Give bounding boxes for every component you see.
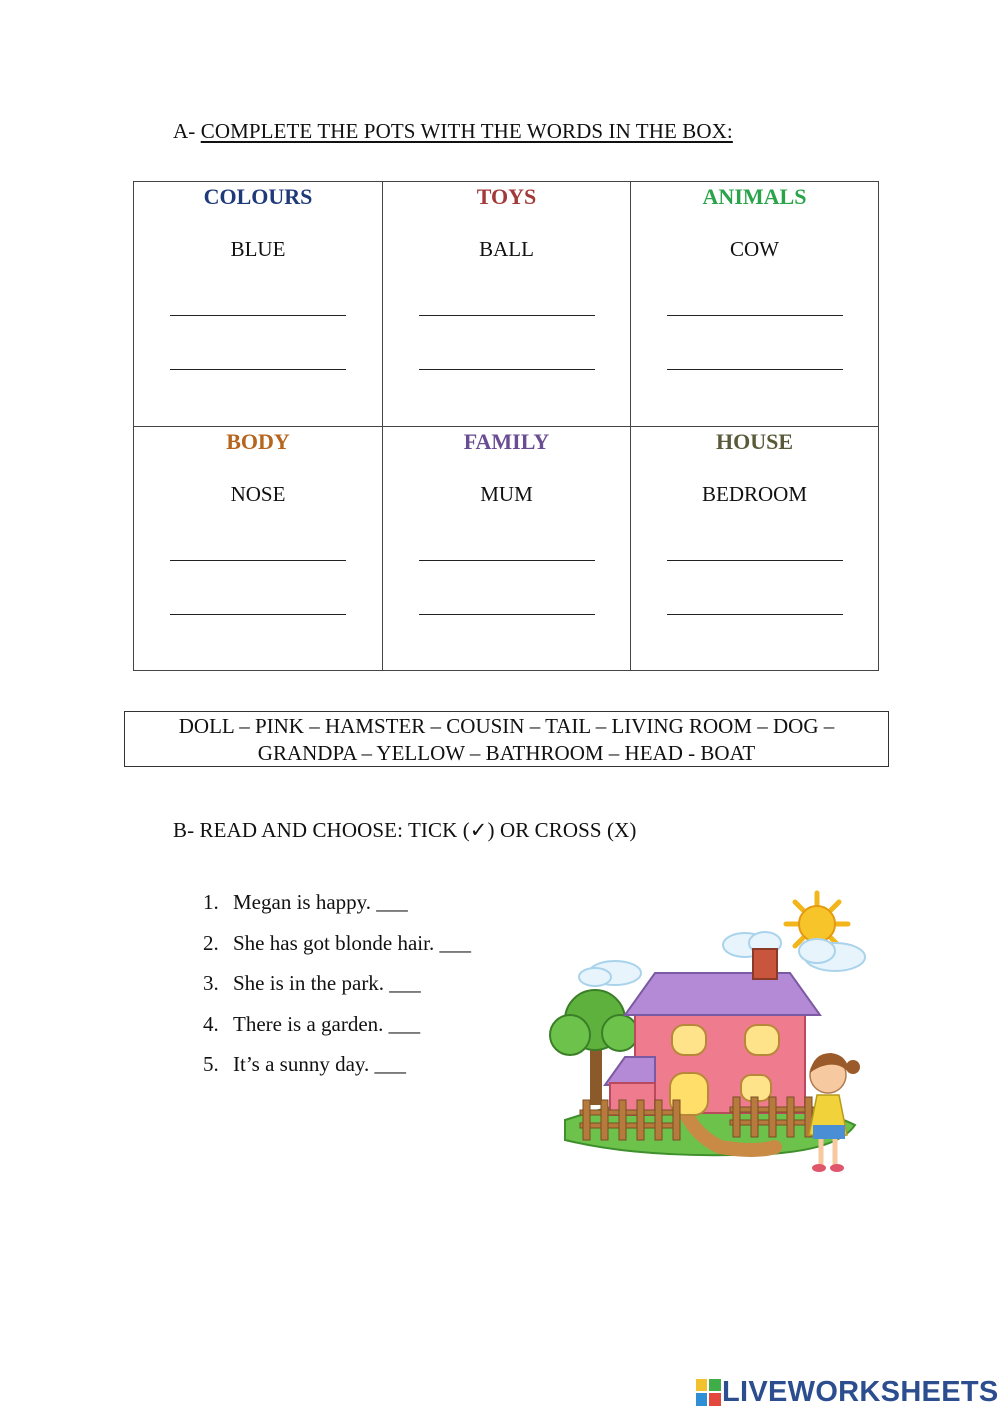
section-a-title (173, 119, 733, 144)
category-title: BODY (226, 429, 290, 454)
category-title: TOYS (476, 184, 537, 209)
question-text: She is in the park. ___ (233, 971, 421, 996)
category-example: BLUE (230, 237, 286, 261)
question-text: It’s a sunny day. ___ (233, 1052, 407, 1077)
category-title: COLOURS (203, 184, 313, 209)
liveworksheets-logo (696, 1376, 999, 1409)
lws-badge-icon (696, 1379, 722, 1407)
girl-figure (809, 1053, 860, 1172)
answer-blank[interactable] (419, 369, 595, 370)
answer-blank[interactable] (419, 614, 595, 615)
category-cell-family (383, 427, 631, 670)
category-example: NOSE (230, 482, 286, 506)
section-b-title: B- READ AND CHOOSE: TICK (✓) OR CROSS (X) (173, 818, 637, 842)
category-cell-animals (631, 182, 878, 427)
category-cell-toys (383, 182, 631, 427)
answer-blank[interactable] (170, 614, 346, 615)
question-item: 4. There is a garden. ___ (203, 1012, 471, 1053)
answer-blank[interactable] (667, 369, 843, 370)
section-a-prefix: A- (173, 119, 201, 143)
category-title: HOUSE (715, 429, 794, 454)
answer-blank[interactable] (667, 560, 843, 561)
answer-blank[interactable] (667, 315, 843, 316)
category-cell-colours (134, 182, 383, 427)
category-title: ANIMALS (702, 184, 807, 209)
category-example: COW (730, 237, 779, 261)
word-box-line-2: GRANDPA – YELLOW – BATHROOM – HEAD - BOAT (257, 741, 756, 765)
answer-blank[interactable] (170, 315, 346, 316)
category-cell-house (631, 427, 878, 670)
answer-blank[interactable] (419, 560, 595, 561)
house-girl-illustration (535, 885, 875, 1185)
answer-blank[interactable] (170, 560, 346, 561)
category-example: MUM (480, 482, 533, 506)
question-item: 1. Megan is happy. ___ (203, 890, 471, 931)
answer-blank[interactable] (170, 369, 346, 370)
word-box-line-1: DOLL – PINK – HAMSTER – COUSIN – TAIL – LIVING ROOM – DOG – (178, 714, 835, 738)
question-item: 2. She has got blonde hair. ___ (203, 931, 471, 972)
question-list (203, 890, 471, 1093)
footer-brand: LIVEWORKSHEETS (722, 1376, 999, 1408)
question-text: There is a garden. ___ (233, 1011, 421, 1036)
question-text: She has got blonde hair. ___ (233, 930, 471, 955)
category-example: BEDROOM (701, 482, 807, 506)
question-item: 3. She is in the park. ___ (203, 971, 471, 1012)
question-item: 5. It’s a sunny day. ___ (203, 1052, 471, 1093)
word-box (124, 711, 889, 767)
section-a-instruction: COMPLETE THE POTS WITH THE WORDS IN THE BOX: (200, 119, 733, 143)
answer-blank[interactable] (419, 315, 595, 316)
category-example: BALL (479, 237, 534, 261)
categories-table (133, 181, 879, 671)
answer-blank[interactable] (667, 614, 843, 615)
category-title: FAMILY (463, 429, 550, 454)
question-text: Megan is happy. ___ (233, 890, 408, 914)
category-cell-body (134, 427, 383, 670)
